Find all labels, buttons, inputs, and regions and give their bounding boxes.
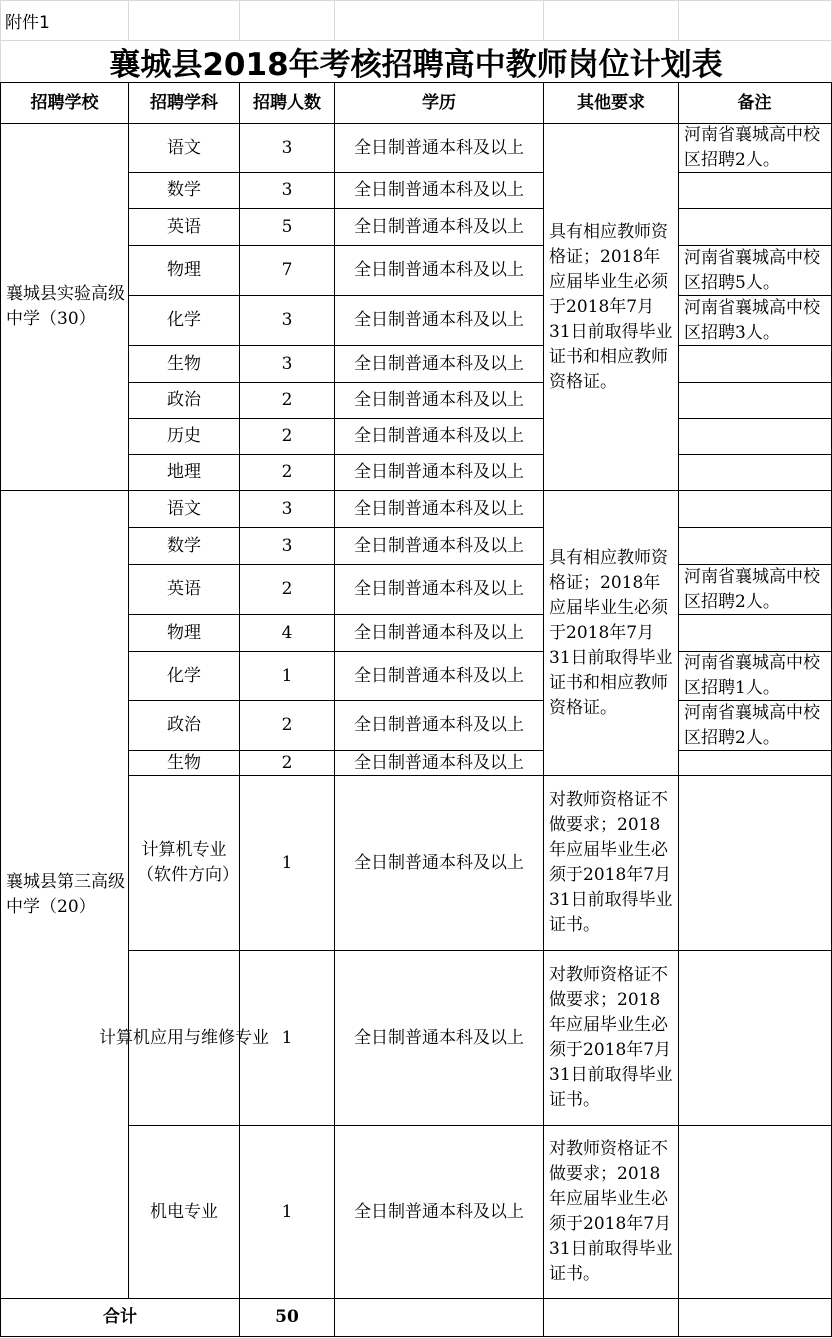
subject-cell: 地理 — [167, 462, 201, 482]
education-cell: 全日制普通本科及以上 — [354, 535, 524, 556]
total-label: 合计 — [103, 1307, 137, 1327]
subject-cell: 化学 — [167, 310, 201, 330]
count-cell: 3 — [281, 498, 293, 519]
count-cell: 7 — [281, 260, 293, 280]
education-cell: 全日制普通本科及以上 — [354, 180, 524, 200]
gridline — [678, 0, 679, 40]
note-cell: 河南省襄城高中校区招聘3人。 — [684, 297, 820, 343]
note-cell — [679, 346, 830, 382]
note-cell — [679, 209, 830, 245]
note-cell — [679, 383, 830, 418]
count-cell: 5 — [281, 216, 293, 237]
requirement-text: 对教师资格证不做要求；2018年应届毕业生必须于2018年7月31日前取得毕业证书。 — [549, 965, 673, 1110]
requirement-text: 具有相应教师资格证；2018年应届毕业生必须于2018年7月31日前取得毕业证书和相应教师资格证。 — [549, 547, 673, 718]
subject-cell: 政治 — [167, 390, 201, 410]
school-name: 襄城县实验高级中学（30） — [6, 284, 125, 329]
education-cell: 全日制普通本科及以上 — [354, 1201, 524, 1222]
note-cell: 河南省襄城高中校区招聘2人。 — [684, 125, 820, 170]
gridline — [334, 0, 335, 40]
count-cell: 2 — [281, 715, 293, 735]
header-school: 招聘学校 — [30, 92, 99, 113]
requirement-text: 对教师资格证不做要求；2018年应届毕业生必须于2018年7月31日前取得毕业证书。 — [549, 1139, 673, 1284]
note-cell — [679, 528, 830, 564]
count-cell: 2 — [281, 426, 293, 446]
education-cell: 全日制普通本科及以上 — [354, 260, 524, 280]
subject-cell: 计算机专业（软件方向） — [137, 840, 239, 885]
education-cell: 全日制普通本科及以上 — [354, 310, 524, 330]
border-line — [0, 1336, 832, 1337]
education-cell: 全日制普通本科及以上 — [354, 498, 524, 519]
subject-cell: 数学 — [167, 535, 201, 556]
school-name: 襄城县第三高级中学（20） — [6, 871, 125, 917]
subject-cell: 生物 — [167, 353, 201, 374]
education-cell: 全日制普通本科及以上 — [354, 579, 524, 599]
annex-label: 附件1 — [5, 12, 50, 33]
note-cell — [679, 173, 830, 208]
header-count: 招聘人数 — [253, 92, 321, 113]
subject-cell: 英语 — [167, 216, 201, 237]
subject-cell: 物理 — [167, 622, 201, 643]
note-cell — [679, 751, 830, 775]
subject-cell: 生物 — [167, 752, 201, 773]
subject-cell: 化学 — [167, 665, 201, 686]
note-cell — [679, 615, 830, 651]
page-title: 襄城县2018年考核招聘高中教师岗位计划表 — [109, 46, 723, 83]
count-cell: 1 — [281, 1201, 293, 1222]
count-cell: 3 — [281, 535, 293, 556]
education-cell: 全日制普通本科及以上 — [354, 426, 524, 446]
header-requirement: 其他要求 — [577, 92, 645, 113]
gridline — [239, 0, 240, 40]
subject-cell — [99, 951, 269, 1125]
header-subject: 招聘学科 — [150, 92, 218, 113]
education-cell: 全日制普通本科及以上 — [354, 852, 524, 873]
count-cell: 1 — [281, 1027, 293, 1048]
education-cell: 全日制普通本科及以上 — [354, 137, 524, 158]
count-cell: 3 — [281, 310, 293, 330]
subject-cell: 语文 — [167, 137, 201, 158]
subject-cell: 机电专业 — [150, 1201, 218, 1222]
education-cell: 全日制普通本科及以上 — [354, 216, 524, 237]
education-cell: 全日制普通本科及以上 — [354, 1027, 524, 1048]
count-cell: 4 — [281, 622, 293, 643]
count-cell: 3 — [281, 180, 293, 200]
note-cell: 河南省襄城高中校区招聘2人。 — [684, 566, 820, 612]
count-cell: 3 — [281, 353, 293, 374]
education-cell: 全日制普通本科及以上 — [354, 715, 524, 735]
note-cell — [679, 1126, 830, 1298]
subject-cell: 历史 — [167, 426, 201, 446]
subject-cell: 英语 — [167, 579, 201, 599]
subject-text: 计算机应用与维修专业 — [99, 1027, 269, 1048]
header-education: 学历 — [422, 92, 456, 113]
note-cell — [679, 776, 830, 950]
note-cell: 河南省襄城高中校区招聘2人。 — [684, 702, 820, 748]
total-count: 50 — [275, 1307, 299, 1327]
count-cell: 1 — [281, 665, 293, 686]
count-cell: 2 — [281, 752, 293, 773]
subject-cell: 语文 — [167, 498, 201, 519]
note-cell: 河南省襄城高中校区招聘5人。 — [684, 247, 820, 293]
note-cell — [679, 951, 830, 1125]
education-cell: 全日制普通本科及以上 — [354, 390, 524, 410]
count-cell: 3 — [281, 137, 293, 158]
education-cell: 全日制普通本科及以上 — [354, 665, 524, 686]
education-cell: 全日制普通本科及以上 — [354, 353, 524, 374]
subject-cell: 政治 — [167, 715, 201, 735]
education-cell: 全日制普通本科及以上 — [354, 752, 524, 773]
education-cell: 全日制普通本科及以上 — [354, 622, 524, 643]
gridline — [543, 0, 544, 40]
subject-cell: 数学 — [167, 180, 201, 200]
count-cell: 2 — [281, 462, 293, 482]
count-cell: 2 — [281, 390, 293, 410]
count-cell: 2 — [281, 579, 293, 599]
note-cell — [679, 455, 830, 490]
requirement-text: 具有相应教师资格证；2018年应届毕业生必须于2018年7月31日前取得毕业证书和相应教师资格证。 — [549, 221, 673, 392]
count-cell: 1 — [281, 852, 293, 873]
requirement-text: 对教师资格证不做要求；2018年应届毕业生必须于2018年7月31日前取得毕业证书。 — [549, 790, 673, 935]
education-cell: 全日制普通本科及以上 — [354, 462, 524, 482]
subject-cell: 物理 — [167, 260, 201, 280]
note-cell — [679, 419, 830, 454]
note-cell: 河南省襄城高中校区招聘1人。 — [684, 653, 820, 698]
header-note: 备注 — [737, 92, 772, 113]
note-cell — [679, 491, 830, 527]
